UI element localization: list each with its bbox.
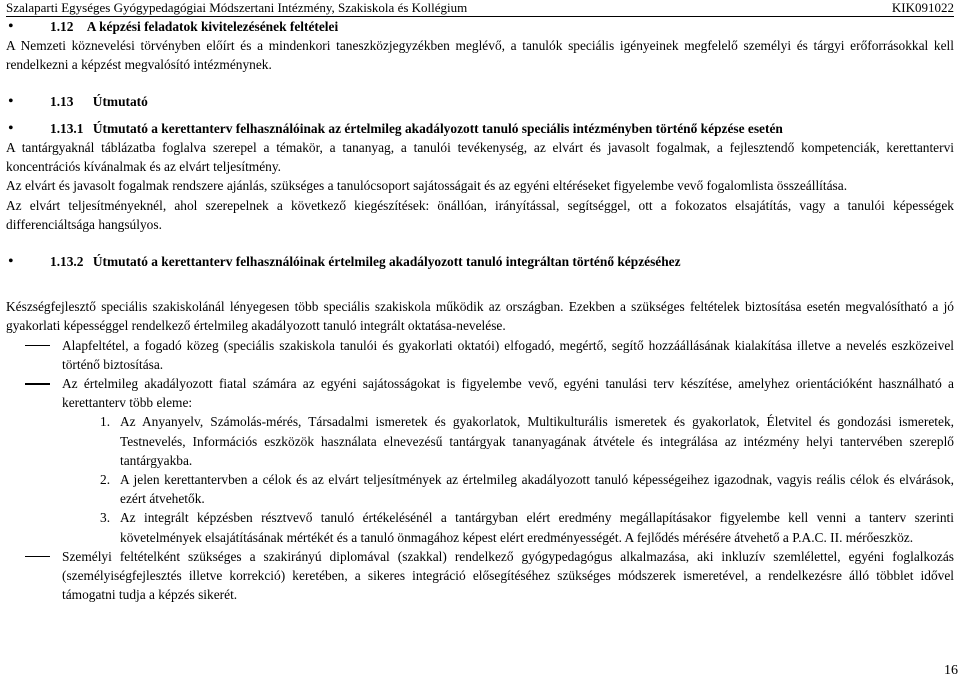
section-heading-1-13 <box>6 92 954 111</box>
paragraph: A Nemzeti köznevelési törvényben előírt és a mindenkori taneszközjegyzékben meglévő, a tanulók speciális igényeinek megfelelő személyi és tárgyi erőforrásokkal kell rendelkezni a képzést megvalósító intézménynek. <box>6 38 954 73</box>
section-number: 1.12 <box>50 19 74 34</box>
section-number: 1.13.2 <box>50 254 84 270</box>
paragraph: A tantárgyaknál táblázatba foglalva szerepel a témakör, a tananyag, a tanulói tevékenység, az elvárt és javasolt fogalmak, a fejlesztendő kompetenciák, kerettantervi koncentrációs kívánalmak és az elvárt teljesítmény. <box>6 140 954 175</box>
section-title: Útmutató <box>92 93 148 109</box>
section-title: Útmutató a kerettanterv felhasználóinak értelmileg akadályozott tanuló integráltan történő képzéséhez <box>92 254 681 270</box>
page-number: 16 <box>944 662 958 678</box>
dash-list-item: Az értelmileg akadályozott fiatal számára az egyéni sajátosságokat is figyelembe vevő, egyéni tanulási terv készítése, amelyhez orientációként használható a kerettanterv több eleme: <box>6 374 954 412</box>
section-heading-1-12 <box>6 17 954 36</box>
item-text: Az integrált képzésben résztvevő tanuló értékelésénél a tantárgyban elért eredmény megállapításakor figyelembe kell venni a tanterv szerinti követelmények elsajátításának mértékét és a tanuló önmagához képest elért eredményességét. A fejlődés mérésére átvehető a P.A.C. II. mérőeszköz. <box>120 510 954 545</box>
item-number: 2. <box>100 472 111 488</box>
numbered-list-item <box>6 508 954 546</box>
paragraph: Az elvárt teljesítményeknél, ahol szerepelnek a következő kiegészítések: önállóan, irányítással, segítséggel, ott a fokozatos elsajátítás, vagy a tanulói képességek differenciáltsága hangsúlyos. <box>6 197 954 232</box>
running-header <box>6 0 954 17</box>
dash-list-item: Alapfeltétel, a fogadó közeg (speciális szakiskola tanulói és gyakorlati oktatói) elfogadó, megértő, segítő hozzáállásának kialakítása illetve a nevelés eszközeivel történő biztosítása. <box>6 336 954 374</box>
section-title: A képzési feladatok kivitelezésének feltételei <box>86 19 339 34</box>
document-body <box>6 17 954 604</box>
item-text: Az Anyanyelv, Számolás-mérés, Társadalmi ismeretek és gyakorlatok, Multikulturális ismeretek és gyakorlatok, Életvitel és gondozási ismeretek, Testnevelés, Információs eszközök használata elnevezésű tantárgyak tananyagának átvétele és integrálása az intézmény helyi tantervében szereplő tantárgyakba. <box>120 414 954 468</box>
numbered-list-item <box>6 412 954 470</box>
paragraph: Az elvárt és javasolt fogalmak rendszere ajánlás, szükséges a tanulócsoport sajátosságait és az egyéni eltéréseket figyelembe vevő fogalomlista összeállítása. <box>6 178 848 194</box>
section-heading-1-13-1 <box>6 119 954 138</box>
item-number: 1. <box>100 414 111 430</box>
item-text: A jelen kerettantervben a célok és az elvárt teljesítmények az értelmileg akadályozott tanuló képességeihez igazodnak, vagyis reális célok és elvárások, ezért átvehetők. <box>120 472 954 507</box>
numbered-list-item <box>6 470 954 508</box>
header-institution: Szalaparti Egységes Gyógypedagógiai Módszertani Intézmény, Szakiskola és Kollégium <box>6 0 468 15</box>
dash-list-item: Személyi feltételként szükséges a szakirányú diplomával (szakkal) rendelkező gyógypedagógus alkalmazása, aki inkluzív szemlélettel, egyéni foglalkozás (személyiségfejlesztés illetve korrekció) keretében, a sikeres integráció elősegítéséhez szükséges módszerek ismeretével, a rendelkezésre álló többlet idővel támogatni tudja a képzés sikerét. <box>6 547 954 605</box>
section-number: 1.13 <box>50 93 74 109</box>
section-number: 1.13.1 <box>50 120 84 136</box>
paragraph: Készségfejlesztő speciális szakiskolánál lényegesen több speciális szakiskola működik az országban. Ezekben a szükséges feltételek biztosítása esetén megvalósítható a jó gyakorlati képességgel rendelkező értelmileg akadályozott tanuló integrált oktatása-nevelése. <box>6 299 954 334</box>
item-number: 3. <box>100 510 111 526</box>
section-heading-1-13-2 <box>6 252 954 271</box>
section-title: Útmutató a kerettanterv felhasználóinak az értelmileg akadályozott tanuló speciális intézményben történő képzése esetén <box>92 120 783 136</box>
header-code: KIK091022 <box>891 0 954 15</box>
